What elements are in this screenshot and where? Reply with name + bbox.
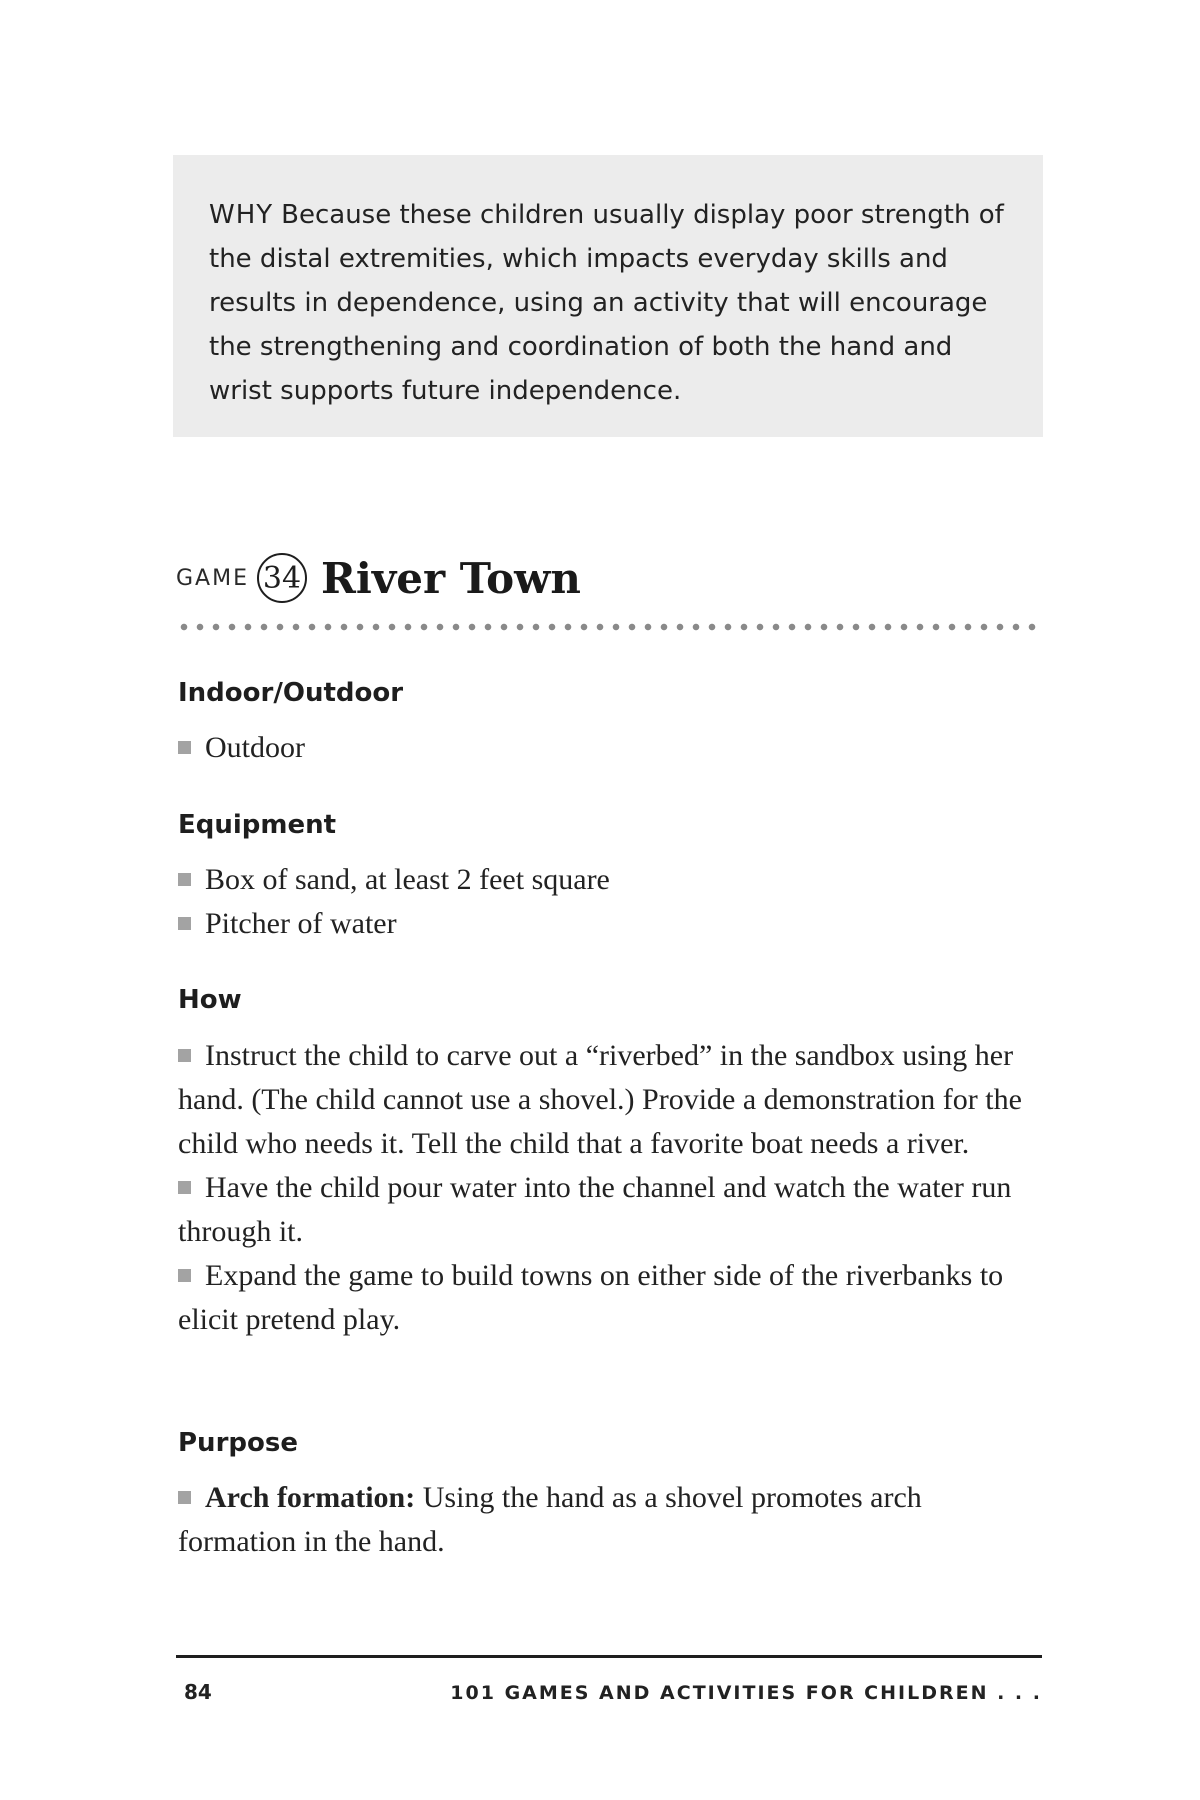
section-heading-equipment: Equipment — [178, 810, 337, 840]
indoor-outdoor-list — [178, 726, 1044, 770]
game-label: GAME — [176, 565, 249, 591]
equipment-list — [178, 858, 1044, 946]
square-bullet-icon — [178, 1181, 191, 1194]
game-number-badge: 34 — [257, 553, 307, 603]
square-bullet-icon — [178, 1491, 191, 1504]
list-item — [178, 1476, 1044, 1564]
section-heading-purpose: Purpose — [178, 1428, 298, 1458]
list-item: Expand the game to build towns on either side of the riverbanks to elicit pretend play. — [178, 1259, 1004, 1336]
purpose-list — [178, 1476, 1044, 1564]
list-item: Have the child pour water into the channel and watch the water run through it. — [178, 1171, 1012, 1248]
list-item: Pitcher of water — [178, 902, 1044, 946]
running-title: 101 GAMES AND ACTIVITIES FOR CHILDREN . . . — [450, 1682, 1042, 1704]
page-number: 84 — [184, 1680, 212, 1704]
purpose-text: Using the hand as a shovel promotes arch formation in the hand. — [178, 1481, 922, 1558]
section-heading-how: How — [178, 985, 242, 1015]
purpose-term: Arch formation: — [205, 1481, 416, 1514]
square-bullet-icon — [178, 1049, 191, 1062]
game-heading — [176, 543, 581, 613]
list-item: Instruct the child to carve out a “riverbed” in the sandbox using her hand. (The child cannot use a shovel.) Provide a demonstration for the child who needs it. Tell the child that a favorite boat needs a river. — [178, 1039, 1022, 1160]
list-item: Outdoor — [178, 726, 1044, 770]
why-label: WHY — [209, 200, 274, 230]
why-text: Because these children usually display poor strength of the distal extremities, which impacts everyday skills and results in dependence, using an activity that will encourage the strengthening and coordination of both the hand and wrist supports future independence. — [209, 200, 1004, 406]
game-title: River Town — [320, 553, 581, 603]
section-heading-indoor-outdoor: Indoor/Outdoor — [178, 678, 404, 708]
square-bullet-icon — [178, 741, 191, 754]
footer-rule — [176, 1655, 1042, 1658]
square-bullet-icon — [178, 1269, 191, 1282]
list-item: Box of sand, at least 2 feet square — [178, 858, 1044, 902]
square-bullet-icon — [178, 873, 191, 886]
square-bullet-icon — [178, 917, 191, 930]
why-paragraph — [209, 193, 1007, 413]
why-box — [173, 155, 1043, 437]
dotted-divider — [176, 622, 1042, 632]
how-list — [178, 1034, 1044, 1342]
